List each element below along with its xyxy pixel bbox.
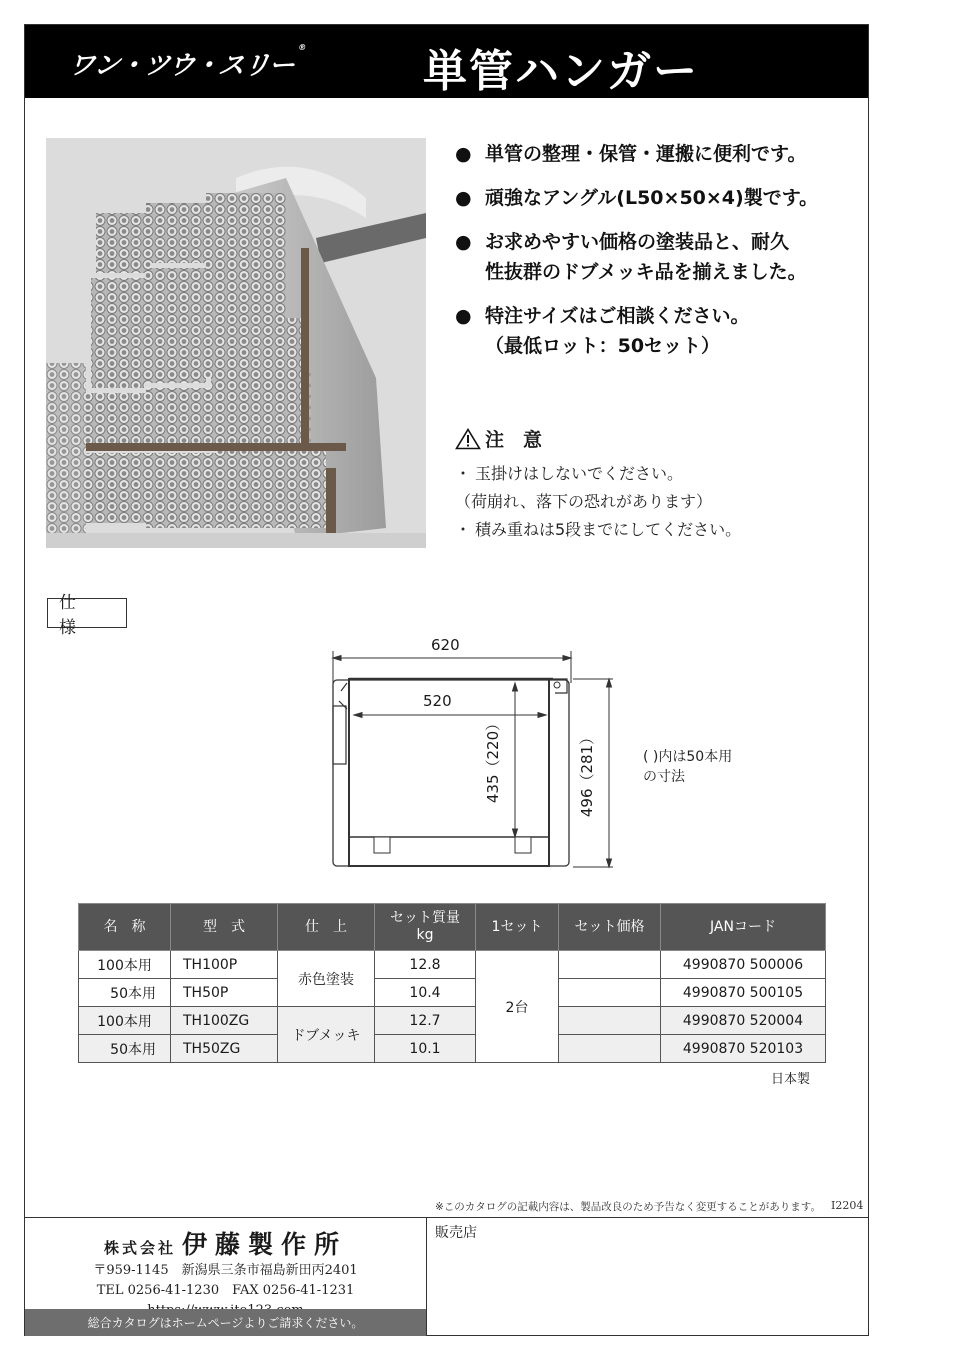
col-header-model: 型 式 — [171, 904, 278, 951]
cell-price — [559, 1035, 661, 1063]
dimension-diagram — [321, 631, 641, 875]
cell-model: TH100P — [171, 951, 278, 979]
cell-jan: 4990870 520103 — [661, 1035, 826, 1063]
dim-height-outer: 496（281） — [578, 729, 597, 818]
col-header-name: 名 称 — [79, 904, 171, 951]
bullet-icon: ● — [455, 305, 472, 327]
table-row — [79, 1035, 826, 1063]
cell-model: TH50ZG — [171, 1035, 278, 1063]
feature-item: ● 頑強なアングル(L50×50×4)製です。 — [455, 183, 818, 213]
cell-name: 50本用 — [79, 979, 171, 1007]
cell-name: 50本用 — [79, 1035, 171, 1063]
feature-list — [455, 139, 818, 375]
catalog-page — [24, 24, 869, 1336]
header-bar — [25, 25, 868, 98]
cell-weight: 10.1 — [375, 1035, 476, 1063]
company-info — [25, 1217, 427, 1309]
feature-item: ● 単管の整理・保管・運搬に便利です。 — [455, 139, 818, 169]
feature-item: ● 特注サイズはご相談ください。 （最低ロット：50セット） — [455, 301, 818, 361]
cell-weight: 10.4 — [375, 979, 476, 1007]
table-row — [79, 979, 826, 1007]
dim-width-inner: 520 — [423, 692, 452, 710]
cell-finish: ドブメッキ — [278, 1007, 375, 1063]
bullet-icon: ● — [455, 187, 472, 209]
col-header-finish: 仕 上 — [278, 904, 375, 951]
catalog-request-bar: 総合カタログはホームページよりご請求ください。 — [25, 1309, 427, 1336]
caution-heading: 注 意 — [455, 425, 741, 452]
dim-width-outer: 620 — [431, 636, 460, 654]
made-in-label: 日本製 — [771, 1072, 811, 1087]
catalog-code: I2204 — [831, 1199, 864, 1212]
cell-name: 100本用 — [79, 1007, 171, 1035]
cell-jan: 4990870 500105 — [661, 979, 826, 1007]
cell-price — [559, 979, 661, 1007]
warning-icon — [455, 428, 481, 450]
col-header-price: セット価格 — [559, 904, 661, 951]
cell-per-set: 2台 — [476, 951, 559, 1063]
caution-subnote: （荷崩れ、落下の恐れがあります） — [455, 492, 712, 511]
page-title: 単管ハンガー — [423, 46, 699, 97]
cell-jan: 4990870 520004 — [661, 1007, 826, 1035]
col-header-per-set: 1セット — [476, 904, 559, 951]
cell-weight: 12.7 — [375, 1007, 476, 1035]
col-header-weight: セット質量 kg — [375, 904, 476, 951]
company-name: 株式会社 伊藤製作所 — [103, 1230, 348, 1259]
caution-item: ・ 積み重ねは5段までにしてください。 — [455, 520, 742, 539]
dimension-note: ( )内は50本用 の寸法 — [643, 749, 733, 785]
table-row — [79, 951, 826, 979]
cell-model: TH100ZG — [171, 1007, 278, 1035]
cell-name: 100本用 — [79, 951, 171, 979]
cell-price — [559, 951, 661, 979]
table-header-row — [79, 904, 826, 951]
bullet-icon: ● — [455, 231, 472, 253]
caution-item: ・ 玉掛けはしないでください。 — [455, 464, 684, 483]
company-phone: TEL 0256-41-1230 FAX 0256-41-1231 — [96, 1283, 355, 1298]
company-address: 〒959-1145 新潟県三条市福島新田丙2401 — [93, 1263, 358, 1278]
product-photo — [46, 138, 426, 548]
disclaimer-text: ※このカタログの記載内容は、製品改良のため予告なく変更することがあります。 — [435, 1201, 821, 1213]
cell-model: TH50P — [171, 979, 278, 1007]
spec-table — [78, 903, 826, 1063]
bullet-icon: ● — [455, 143, 472, 165]
table-row — [79, 1007, 826, 1035]
brand-logo: ワン・ツウ・スリー® — [66, 43, 306, 81]
caution-section — [455, 425, 741, 544]
cell-jan: 4990870 500006 — [661, 951, 826, 979]
pipe-stack-image — [46, 138, 426, 548]
feature-item: ● お求めやすい価格の塗装品と、耐久 性抜群のドブメッキ品を揃えました。 — [455, 227, 818, 287]
col-header-jan: JANコード — [661, 904, 826, 951]
cell-weight: 12.8 — [375, 951, 476, 979]
cell-price — [559, 1007, 661, 1035]
dim-height-inner: 435（220） — [484, 715, 503, 804]
cell-finish: 赤色塗装 — [278, 951, 375, 1007]
dealer-label: 販売店 — [435, 1225, 477, 1241]
spec-section-label: 仕 様 — [47, 598, 127, 628]
